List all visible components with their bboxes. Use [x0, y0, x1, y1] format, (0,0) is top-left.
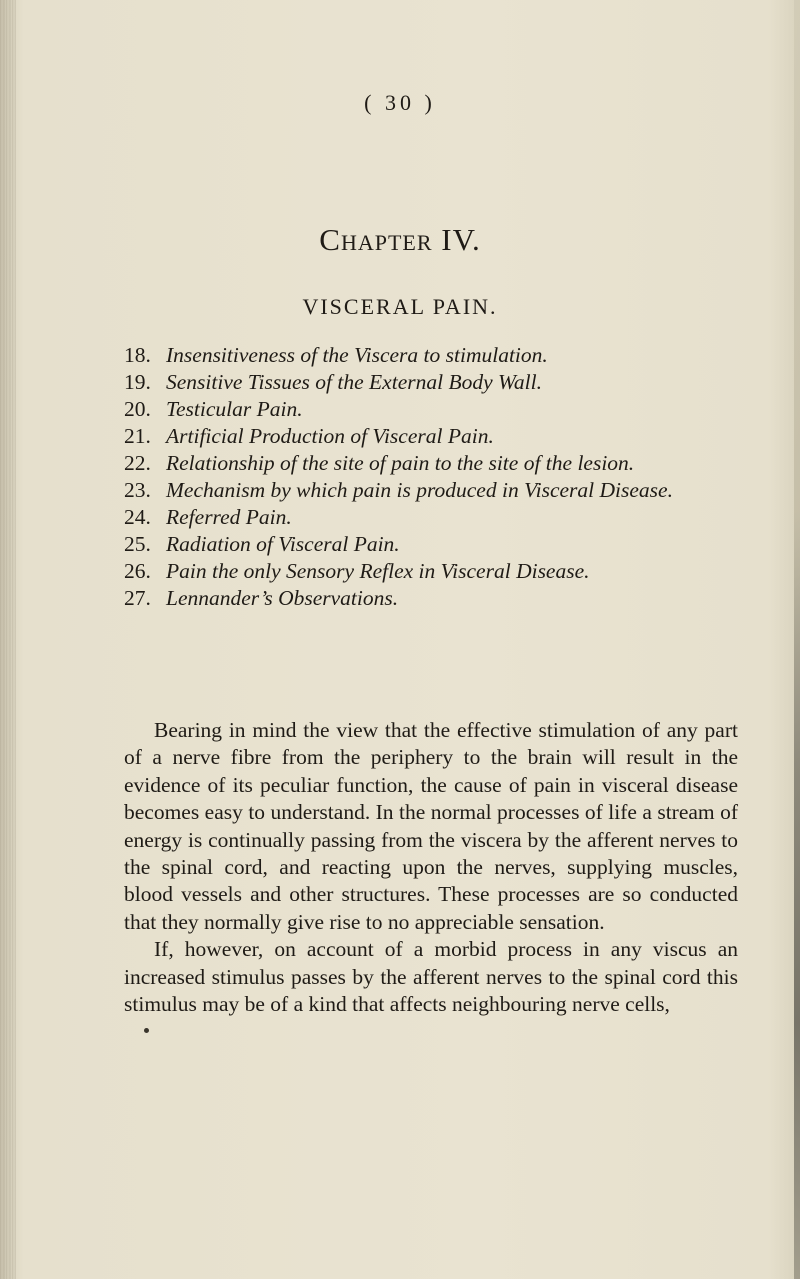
- body-paragraph: Bearing in mind the view that the effective stimulation of any part of a nerve fibre from the periphery to the brain will result in the evidence of its peculiar function, the cause of pain in visceral disease becomes easy to understand. In the normal processes of life a stream of energy is continually passing from the viscera by the afferent nerves to the spinal cord, and reacting upon the nerves, supplying muscles, blood vessels and other structures. These processes are so conducted that they normally give rise to no appreciable sensation.: [124, 718, 738, 934]
- page-right-edge: [794, 0, 800, 1279]
- page-number: ( 30 ): [364, 90, 436, 115]
- contents-item-number: 25.: [124, 532, 151, 556]
- contents-item: [124, 342, 754, 369]
- contents-item-number: 18.: [124, 343, 151, 367]
- chapter-title: Chapter IV.: [319, 222, 481, 257]
- contents-item: [124, 585, 754, 612]
- contents-item-number: 26.: [124, 559, 151, 583]
- contents-list: [124, 342, 754, 612]
- contents-item: [124, 396, 754, 423]
- contents-item-number: 21.: [124, 424, 151, 448]
- contents-item-number: 20.: [124, 397, 151, 421]
- contents-item-title: Artificial Production of Visceral Pain.: [166, 424, 494, 448]
- contents-item-number: 24.: [124, 505, 151, 529]
- body-paragraph: If, however, on account of a morbid process in any viscus an increased stimulus passes by the afferent nerves to the spinal cord this stimulus may be of a kind that affects neighbouring nerve cells,: [124, 937, 738, 1017]
- contents-item-number: 19.: [124, 370, 151, 394]
- contents-item: [124, 531, 754, 558]
- contents-item-number: 22.: [124, 451, 151, 475]
- contents-item-title: Mechanism by which pain is produced in Visceral Disease.: [166, 478, 673, 502]
- contents-item: [124, 558, 754, 585]
- contents-item: [124, 423, 754, 450]
- contents-item-title: Insensitiveness of the Viscera to stimulation.: [166, 343, 548, 367]
- book-spine-edge: [0, 0, 16, 1279]
- section-title: VISCERAL PAIN.: [302, 294, 498, 319]
- contents-item-title: Pain the only Sensory Reflex in Visceral Disease.: [166, 559, 590, 583]
- contents-item: [124, 450, 754, 477]
- contents-item-title: Radiation of Visceral Pain.: [166, 532, 400, 556]
- contents-item-title: Relationship of the site of pain to the site of the lesion.: [166, 451, 635, 475]
- contents-item-number: 23.: [124, 478, 151, 502]
- contents-item: [124, 504, 754, 531]
- contents-item-title: Lennander’s Observations.: [166, 586, 399, 610]
- contents-item-number: 27.: [124, 586, 151, 610]
- contents-item: [124, 477, 754, 504]
- body-text: [124, 717, 738, 1018]
- ink-spot: [144, 1028, 149, 1033]
- contents-item-title: Referred Pain.: [166, 505, 292, 529]
- contents-item-title: Sensitive Tissues of the External Body Wall.: [166, 370, 543, 394]
- contents-item-title: Testicular Pain.: [166, 397, 303, 421]
- contents-item: [124, 369, 754, 396]
